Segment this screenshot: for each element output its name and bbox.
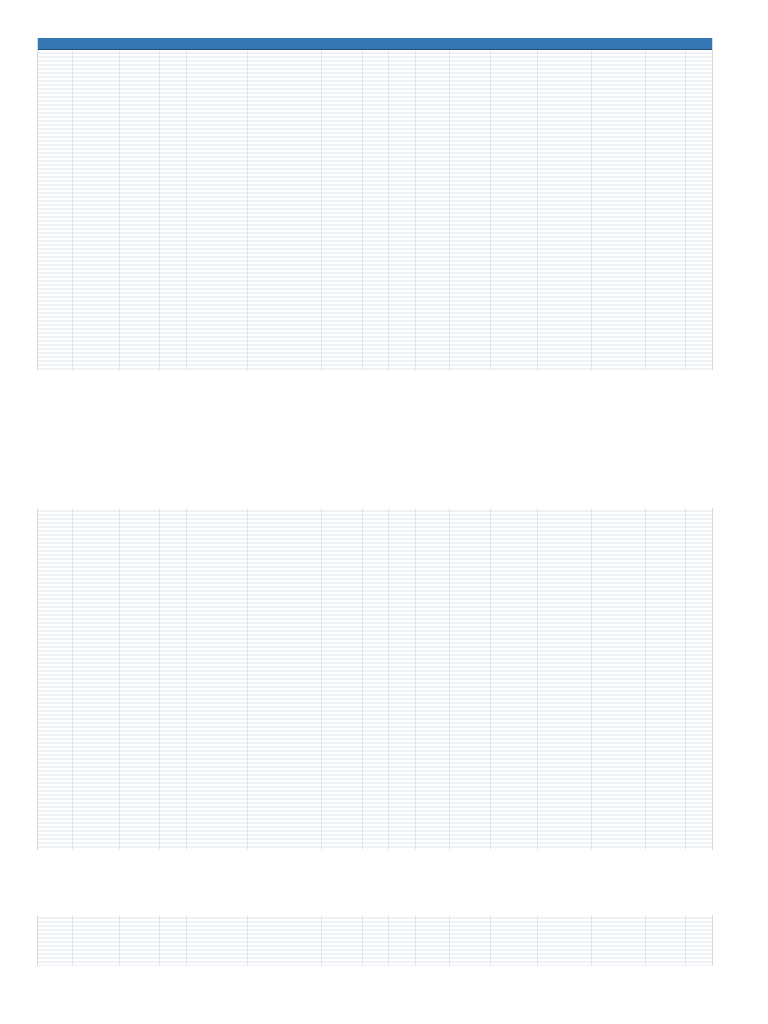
column-divider [388,508,389,850]
column-divider [321,915,322,966]
table-header-band [38,38,712,50]
column-divider [591,508,592,850]
column-divider [159,915,160,966]
column-divider [362,50,363,370]
column-divider [72,508,73,850]
table-block-3 [37,915,713,966]
column-divider [119,50,120,370]
column-divider [119,915,120,966]
column-divider [490,50,491,370]
column-divider [415,50,416,370]
column-divider [159,50,160,370]
column-divider [685,915,686,966]
column-divider [537,915,538,966]
table-block-2 [37,508,713,850]
column-divider [490,915,491,966]
column-divider [159,508,160,850]
column-divider [186,508,187,850]
column-divider [537,508,538,850]
table-row-area [38,50,712,370]
column-divider [449,508,450,850]
column-divider [645,915,646,966]
column-divider [362,915,363,966]
column-divider [449,915,450,966]
column-divider [388,915,389,966]
column-divider [591,50,592,370]
column-divider [247,508,248,850]
column-divider [685,50,686,370]
column-divider [186,50,187,370]
column-divider [247,50,248,370]
column-divider [591,915,592,966]
column-divider [247,915,248,966]
column-divider [490,508,491,850]
column-divider [537,50,538,370]
column-divider [645,508,646,850]
column-divider [72,50,73,370]
column-divider [685,508,686,850]
column-divider [645,50,646,370]
column-divider [321,508,322,850]
column-divider [415,508,416,850]
table-row-area [38,915,712,966]
column-divider [415,915,416,966]
column-divider [119,508,120,850]
column-divider [72,915,73,966]
column-divider [388,50,389,370]
column-divider [186,915,187,966]
table-block-1 [37,38,713,370]
column-divider [362,508,363,850]
table-row-area [38,508,712,850]
column-divider [449,50,450,370]
column-divider [321,50,322,370]
